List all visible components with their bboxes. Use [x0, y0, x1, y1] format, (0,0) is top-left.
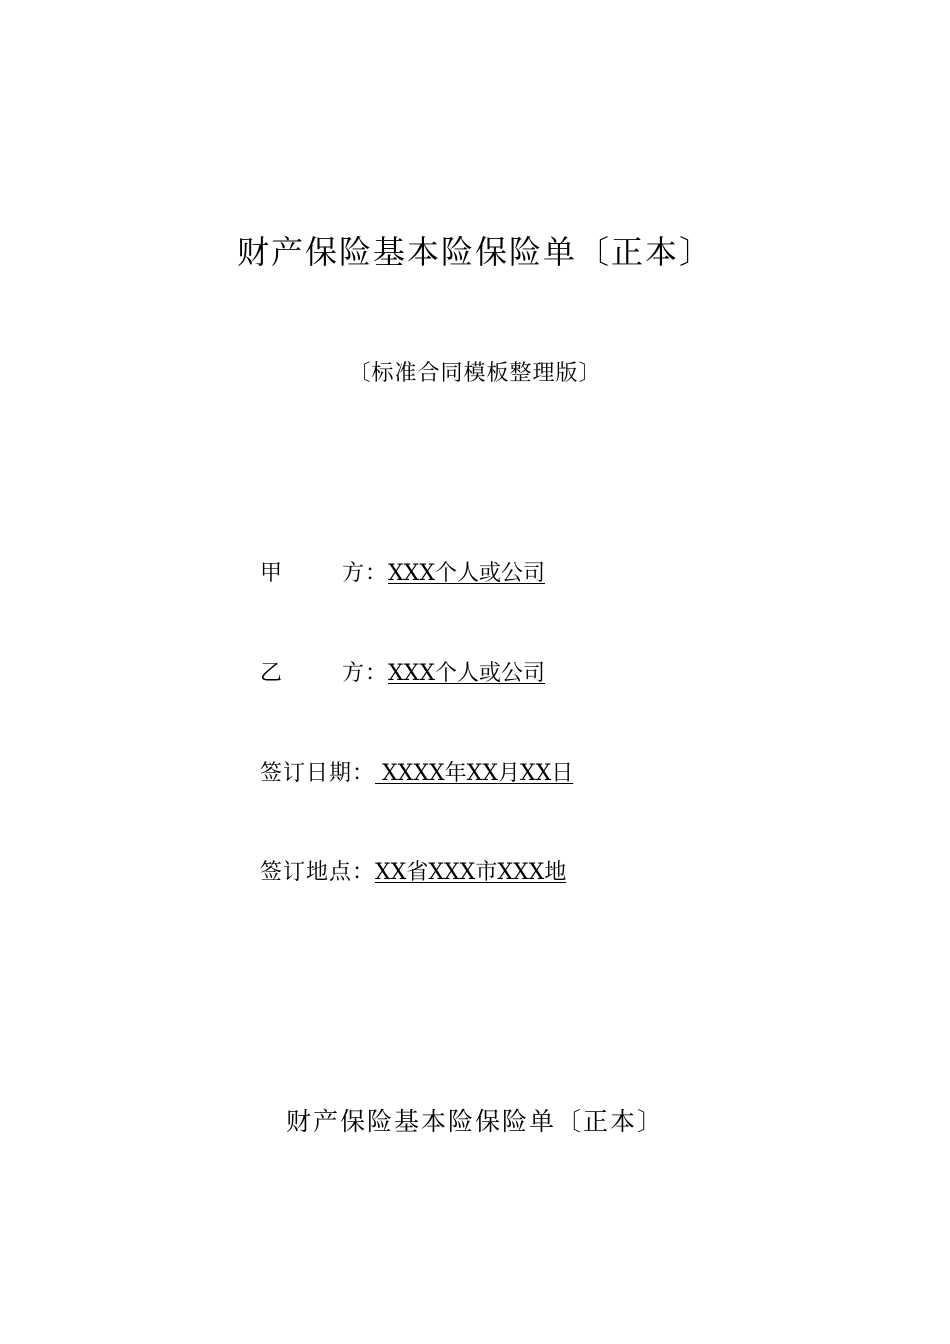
body-heading: 财产保险基本险保险单〔正本〕: [285, 1107, 664, 1136]
party-a-field: [260, 558, 616, 590]
signing-place-value: XX省XXX市XXX地: [375, 860, 567, 885]
document-title: 财产保险基本险保险单〔正本〕: [236, 233, 713, 271]
party-a-label-char: 甲: [260, 561, 284, 586]
party-b-value: XXX个人或公司: [388, 661, 545, 686]
signing-date-value: XXXX年XX月XX日: [375, 761, 574, 786]
party-b-field: [260, 658, 616, 690]
party-a-label: [260, 558, 388, 590]
signing-date-label: 签订日期：: [260, 761, 376, 786]
signing-place-field: [260, 857, 597, 889]
signing-date-field: [260, 758, 623, 790]
party-a-label-suffix: 方：: [341, 561, 388, 586]
document-subtitle: 〔标准合同模板整理版〕: [348, 361, 602, 386]
party-b-label: [260, 658, 388, 690]
party-b-label-suffix: 方：: [341, 661, 388, 686]
party-b-label-char: 乙: [260, 661, 284, 686]
signing-place-label: 签订地点：: [260, 860, 376, 885]
party-a-value: XXX个人或公司: [388, 561, 545, 586]
